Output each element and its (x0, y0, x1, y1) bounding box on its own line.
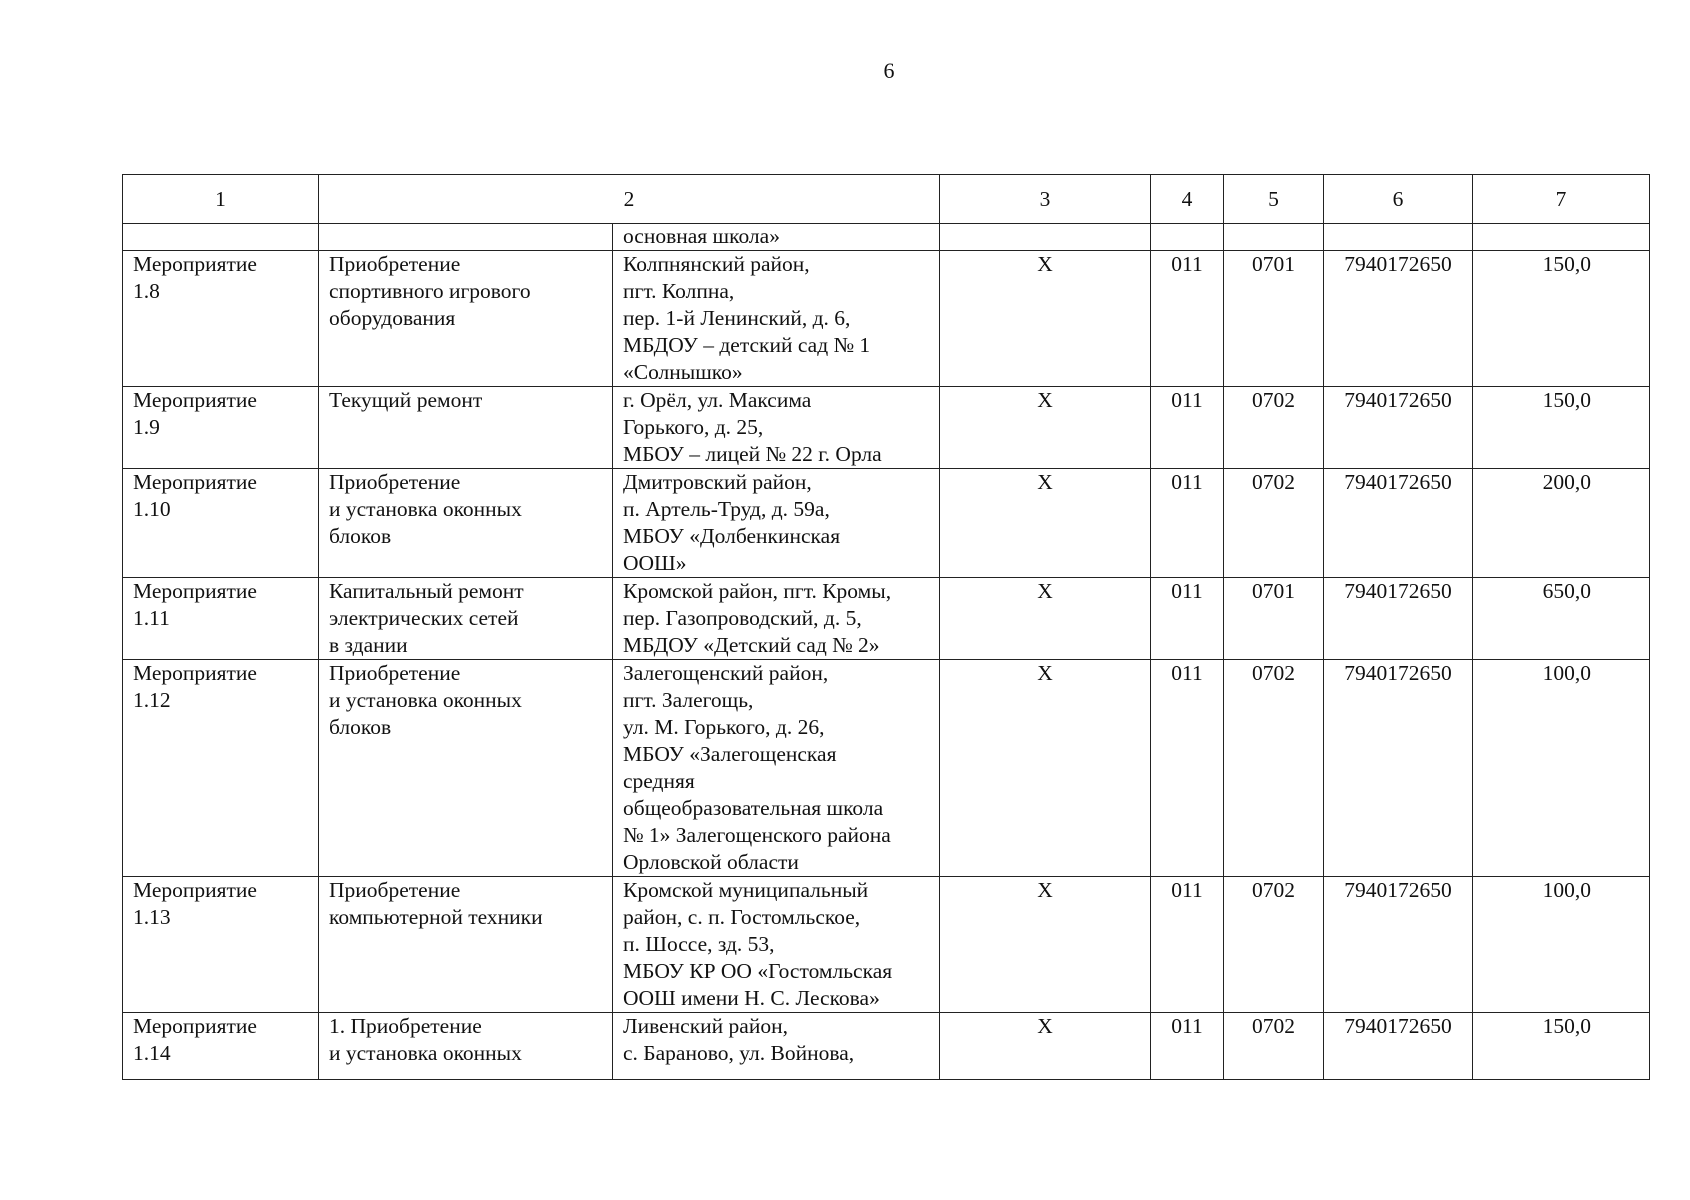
col3-cell: Х (940, 660, 1151, 877)
action-cell (319, 877, 613, 1013)
address-cell-line: общеобразовательная школа (623, 796, 884, 820)
event-cell-line: 1.12 (133, 688, 171, 712)
col5-cell: 0702 (1224, 877, 1324, 1013)
table-row (123, 387, 1650, 469)
address-cell-line: пер. Газопроводский, д. 5, (623, 606, 862, 630)
event-cell-line: 1.10 (133, 497, 171, 521)
address-cell (613, 578, 940, 660)
event-cell-line: 1.13 (133, 905, 171, 929)
page-number: 6 (883, 58, 895, 83)
address-cell-line: Колпнянский район, (623, 252, 810, 276)
continuation-row (123, 224, 1650, 251)
action-cell-line: электрических сетей (329, 606, 519, 630)
action-cell-line: и установка оконных (329, 1041, 522, 1065)
action-cell-line: Приобретение (329, 252, 461, 276)
address-cell-line: МБДОУ «Детский сад № 2» (623, 633, 880, 657)
table-row (123, 877, 1650, 1013)
action-cell-line: Текущий ремонт (329, 388, 483, 412)
action-cell-line: 1. Приобретение (329, 1014, 482, 1038)
address-cell-line: ул. М. Горького, д. 26, (623, 715, 825, 739)
action-cell-line: Приобретение (329, 661, 461, 685)
table-row (123, 469, 1650, 578)
col6-cell: 7940172650 (1324, 387, 1473, 469)
event-cell-line: 1.9 (133, 415, 160, 439)
action-cell-line: и установка оконных (329, 497, 522, 521)
address-cell-line: пгт. Колпна, (623, 279, 735, 303)
event-cell-line: Мероприятие (133, 878, 257, 902)
col7-cell: 100,0 (1473, 877, 1650, 1013)
event-cell-line: Мероприятие (133, 470, 257, 494)
col6-cell: 7940172650 (1324, 877, 1473, 1013)
col4-cell: 011 (1151, 469, 1224, 578)
col3-cell: Х (940, 578, 1151, 660)
col3-cell: Х (940, 387, 1151, 469)
col7-cell: 150,0 (1473, 387, 1650, 469)
col5-cell: 0702 (1224, 660, 1324, 877)
event-cell-line: Мероприятие (133, 1014, 257, 1038)
address-cell-line: Орловской области (623, 850, 799, 874)
event-cell-line: Мероприятие (133, 388, 257, 412)
table-row (123, 251, 1650, 387)
action-cell (319, 387, 613, 469)
action-cell (319, 251, 613, 387)
address-cell-line: Залегощенский район, (623, 661, 829, 685)
address-cell-line: МБОУ – лицей № 22 г. Орла (623, 442, 882, 466)
event-cell (123, 469, 319, 578)
action-cell-line: спортивного игрового (329, 279, 531, 303)
event-cell (123, 877, 319, 1013)
col4-cell: 011 (1151, 1013, 1224, 1080)
address-cell-line: п. Шоссе, зд. 53, (623, 932, 775, 956)
address-cell-line: ООШ имени Н. С. Лескова» (623, 986, 880, 1010)
table-row (123, 578, 1650, 660)
action-cell-line: Капитальный ремонт (329, 579, 524, 603)
event-cell-line: 1.14 (133, 1041, 171, 1065)
col7-cell: 100,0 (1473, 660, 1650, 877)
address-cell-line: Ливенский район, (623, 1014, 788, 1038)
address-cell-line: пгт. Залегощь, (623, 688, 754, 712)
column-header-7: 7 (1473, 175, 1650, 224)
address-cell-line: п. Артель-Труд, д. 59а, (623, 497, 830, 521)
action-cell-line: Приобретение (329, 470, 461, 494)
column-header-4: 4 (1151, 175, 1224, 224)
column-header-1: 1 (123, 175, 319, 224)
address-cell-line: «Солнышко» (623, 360, 743, 384)
address-cell (613, 469, 940, 578)
col7-cell: 150,0 (1473, 1013, 1650, 1080)
address-cell-line: Кромской район, пгт. Кромы, (623, 579, 892, 603)
event-cell (123, 387, 319, 469)
event-cell (123, 578, 319, 660)
col7-cell: 150,0 (1473, 251, 1650, 387)
event-cell (123, 251, 319, 387)
col4-cell: 011 (1151, 251, 1224, 387)
address-cell-line: ООШ» (623, 551, 687, 575)
col5-cell: 0701 (1224, 251, 1324, 387)
column-header-2: 2 (319, 175, 940, 224)
action-cell (319, 469, 613, 578)
address-cell-line: Дмитровский район, (623, 470, 812, 494)
col4-cell: 011 (1151, 578, 1224, 660)
action-cell-line: в здании (329, 633, 408, 657)
action-cell (319, 1013, 613, 1080)
address-cell-line: МБОУ «Залегощенская (623, 742, 837, 766)
col3-cell: Х (940, 1013, 1151, 1080)
col3-cell: Х (940, 469, 1151, 578)
column-header-5: 5 (1224, 175, 1324, 224)
budget-table (122, 174, 1650, 1080)
address-cell-line: № 1» Залегощенского района (623, 823, 891, 847)
table-row (123, 1013, 1650, 1080)
address-cell-line: Горького, д. 25, (623, 415, 764, 439)
address-cell-line: Кромской муниципальный (623, 878, 869, 902)
address-cell-line: МБОУ «Долбенкинская (623, 524, 841, 548)
col6-cell: 7940172650 (1324, 578, 1473, 660)
action-cell-line: и установка оконных (329, 688, 522, 712)
table-row (123, 660, 1650, 877)
col3-cell: Х (940, 251, 1151, 387)
address-cell-line: район, с. п. Гостомльское, (623, 905, 861, 929)
col4-cell: 011 (1151, 660, 1224, 877)
col5-cell: 0702 (1224, 469, 1324, 578)
col6-cell: 7940172650 (1324, 1013, 1473, 1080)
col6-cell: 7940172650 (1324, 251, 1473, 387)
action-cell-line: Приобретение (329, 878, 461, 902)
event-cell-line: Мероприятие (133, 252, 257, 276)
address-cell (613, 877, 940, 1013)
continuation-text: основная школа» (613, 224, 940, 251)
col6-cell: 7940172650 (1324, 469, 1473, 578)
action-cell (319, 660, 613, 877)
col3-cell: Х (940, 877, 1151, 1013)
col7-cell: 200,0 (1473, 469, 1650, 578)
event-cell (123, 660, 319, 877)
address-cell (613, 660, 940, 877)
address-cell-line: МБОУ КР ОО «Гостомльская (623, 959, 893, 983)
event-cell-line: Мероприятие (133, 579, 257, 603)
event-cell-line: Мероприятие (133, 661, 257, 685)
event-cell (123, 1013, 319, 1080)
address-cell (613, 251, 940, 387)
address-cell (613, 387, 940, 469)
action-cell-line: блоков (329, 524, 392, 548)
address-cell (613, 1013, 940, 1080)
address-cell-line: пер. 1-й Ленинский, д. 6, (623, 306, 851, 330)
action-cell-line: блоков (329, 715, 392, 739)
address-cell-line: г. Орёл, ул. Максима (623, 388, 812, 412)
action-cell-line: оборудования (329, 306, 456, 330)
column-header-6: 6 (1324, 175, 1473, 224)
col7-cell: 650,0 (1473, 578, 1650, 660)
action-cell-line: компьютерной техники (329, 905, 543, 929)
col6-cell: 7940172650 (1324, 660, 1473, 877)
col5-cell: 0701 (1224, 578, 1324, 660)
address-cell-line: средняя (623, 769, 695, 793)
col5-cell: 0702 (1224, 1013, 1324, 1080)
address-cell-line: с. Бараново, ул. Войнова, (623, 1041, 855, 1065)
address-cell-line: МБДОУ – детский сад № 1 (623, 333, 871, 357)
event-cell-line: 1.11 (133, 606, 170, 630)
column-header-3: 3 (940, 175, 1151, 224)
column-number-row (123, 175, 1650, 224)
col5-cell: 0702 (1224, 387, 1324, 469)
col4-cell: 011 (1151, 877, 1224, 1013)
action-cell (319, 578, 613, 660)
col4-cell: 011 (1151, 387, 1224, 469)
event-cell-line: 1.8 (133, 279, 160, 303)
